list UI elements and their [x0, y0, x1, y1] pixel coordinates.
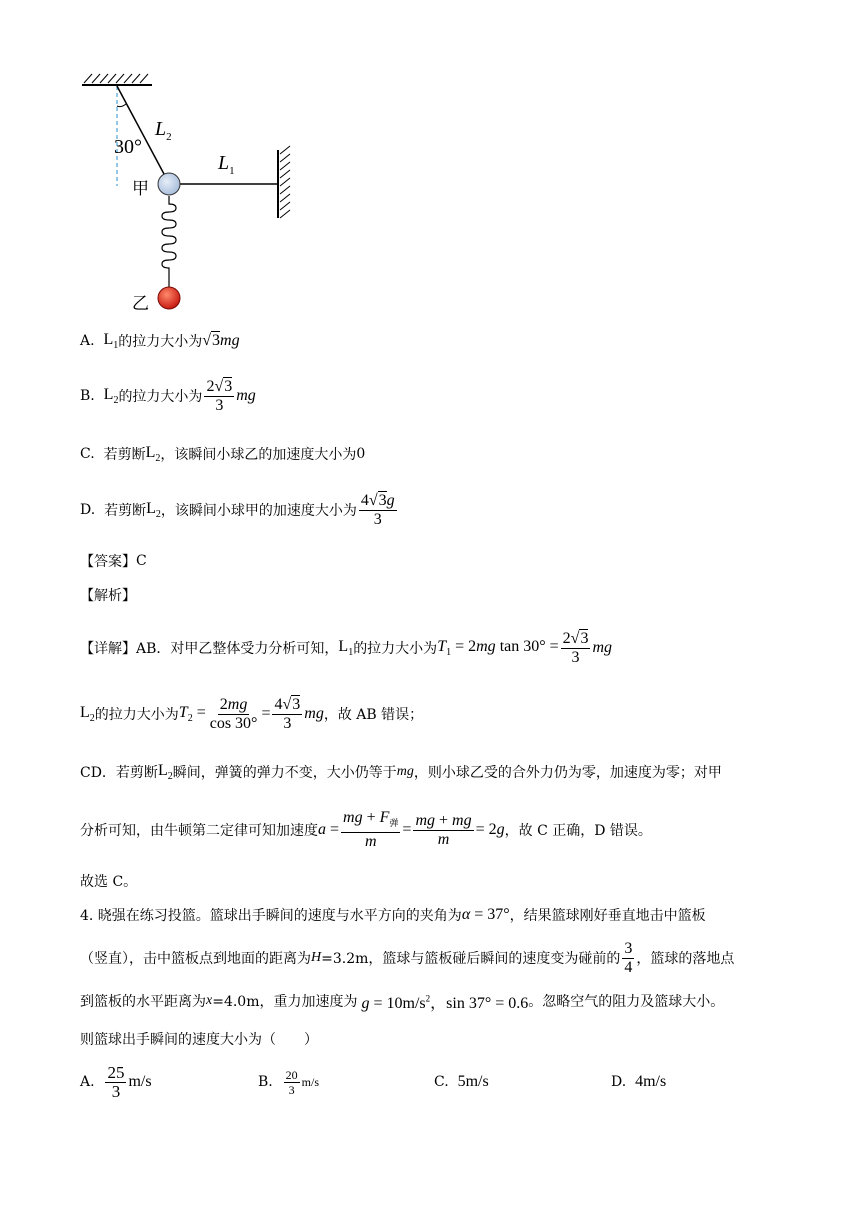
q4-line-1: 4. 晓强在练习投篮。篮球出手瞬间的速度与水平方向的夹角为 α = 37° ，结果篮球刚好垂直地击中篮板 — [80, 906, 706, 924]
label-yi: 乙 — [132, 294, 149, 314]
math-expr: $T_2$ = — [178, 703, 206, 725]
analysis-line-4: 分析可知，由牛顿第二定律可知加速度 a = $\frac{mg + F_弹}{m}$ = $\frac{mg + mg}{m}$ = 2g ，故 C 正确，D 错误。 — [80, 808, 652, 851]
label-L2: $L_2$ — [155, 118, 172, 143]
spring — [162, 196, 176, 288]
math-frac: $\frac{4√3g}{3}$ — [360, 491, 395, 528]
math-expr: √3mg — [202, 332, 240, 349]
option-A: A. $L_1$ 的拉力大小为 √3mg — [80, 330, 240, 352]
option-C: C. 若剪断 $L_2$ ，该瞬间小球乙的加速度大小为 0 — [80, 443, 366, 465]
math-expr: $g = 10m/s^2$，sin 37° = 0.6 — [361, 993, 529, 1012]
q4-option-D: D. 4m/s — [611, 1073, 667, 1090]
q4-line-4: 则篮球出手瞬间的速度大小为（ ） — [80, 1032, 318, 1048]
physics-figure — [76, 66, 306, 316]
answer: 【答案】 C — [80, 553, 147, 570]
analysis-line-1: 【详解】 AB．对甲乙整体受力分析可知， $L_1$ 的拉力大小为 $T_1 = 2mg$ tan 30° = $\frac{2√3}{3}$ mg — [80, 629, 612, 666]
q4-line-3: 到篮板的水平距离为 x =4.0m，重力加速度为 $g = 10m/s^2$，sin 37° = 0.6 。忽略空气的阻力及篮球大小。 — [80, 988, 724, 1014]
ball-yi — [158, 287, 180, 309]
label-L1: $L_1$ — [218, 152, 235, 177]
q4-line-2: （竖直），击中篮板点到地面的距离为 H =3.2m，篮球与篮板碰后瞬间的速度变为碰前的 $\frac{3}{4}$ ，篮球的落地点 — [80, 939, 735, 976]
label-angle: 30° — [114, 136, 142, 158]
math-frac: $\frac{2√3}{3}$ — [206, 377, 233, 414]
analysis-conclusion: 故选 C。 — [80, 874, 138, 890]
label-jia: 甲 — [132, 179, 149, 199]
option-D: D. 若剪断 $L_2$ ，该瞬间小球甲的加速度大小为 $\frac{4√3g}{3}$ — [80, 491, 395, 528]
analysis-line-3: CD．若剪断 $L_2$ 瞬间，弹簧的弹力不变，大小仍等于 mg ，则小球乙受的合外力仍为零，加速度为零；对甲 — [80, 761, 722, 783]
analysis-label: 【解析】 — [80, 588, 136, 604]
math-expr: $T_1 = 2mg$ tan 30° = — [437, 637, 559, 659]
math-expr: α = 37° — [461, 906, 510, 923]
angle-arc — [117, 104, 126, 107]
ball-jia — [158, 173, 180, 195]
analysis-line-2: $L_2$ 的拉力大小为 $T_2$ = $\frac{2mg}{\cos 30^\circ}$ = $\frac{4√3}{3}$ mg ，故 AB 错误； — [80, 695, 424, 732]
q4-option-B: B. $\frac{20}{3}$ m/s — [258, 1067, 319, 1097]
q4-option-A: A. $\frac{25}{3}$ m/s — [80, 1062, 152, 1101]
ceiling — [82, 74, 152, 85]
q4-options — [80, 1062, 840, 1102]
right-wall — [278, 146, 290, 218]
math-expr: a = — [318, 821, 340, 838]
option-B: B. $L_2$ 的拉力大小为 $\frac{2√3}{3}$ mg — [80, 377, 256, 414]
q4-option-C: C. 5m/s — [434, 1073, 489, 1090]
